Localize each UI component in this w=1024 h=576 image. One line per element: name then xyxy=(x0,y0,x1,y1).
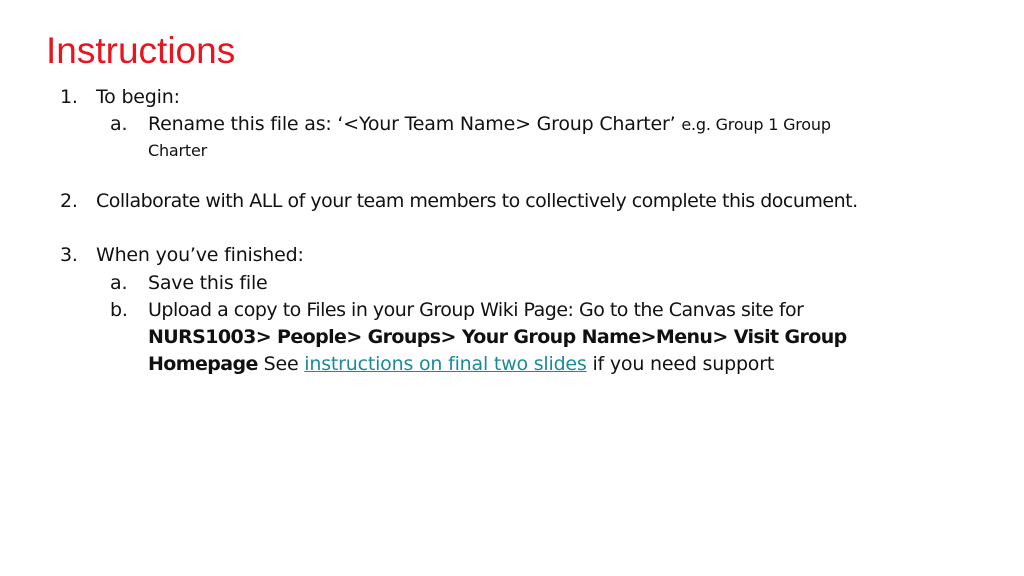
slide-title: Instructions xyxy=(46,30,236,71)
item-2-number: 2. xyxy=(60,190,78,212)
item-3b-line1: Upload a copy to Files in your Group Wiki Page: Go to the Canvas site for xyxy=(148,299,804,321)
item-1-number: 1. xyxy=(60,86,78,108)
item-3-text: When you’ve finished: xyxy=(96,244,304,266)
item-1-text: To begin: xyxy=(96,86,180,108)
item-3b-canvas-path-end: Homepage xyxy=(148,353,258,375)
item-3b-tail: if you need support xyxy=(592,353,775,375)
item-1a-example-cont: Charter xyxy=(148,141,207,160)
item-3a-text: Save this file xyxy=(148,272,268,294)
item-1a-text xyxy=(148,111,831,138)
item-1a-example: e.g. Group 1 Group xyxy=(681,115,831,134)
item-2-text: Collaborate with ALL of your team members to collectively complete this document. xyxy=(96,190,858,212)
item-1a-letter: a. xyxy=(110,113,128,135)
item-3-number: 3. xyxy=(60,244,78,266)
item-1a-instruction: Rename this file as: ‘<Your Team Name> Group Charter’ xyxy=(148,113,676,135)
item-3b-line3 xyxy=(148,351,774,378)
item-3b-see: See xyxy=(263,353,299,375)
item-3b-canvas-path: NURS1003> People> Groups> Your Group Name>Menu> Visit Group xyxy=(148,326,847,348)
item-3b-letter: b. xyxy=(110,299,128,321)
item-3a-letter: a. xyxy=(110,272,128,294)
instructions-link[interactable]: instructions on final two slides xyxy=(304,353,587,375)
